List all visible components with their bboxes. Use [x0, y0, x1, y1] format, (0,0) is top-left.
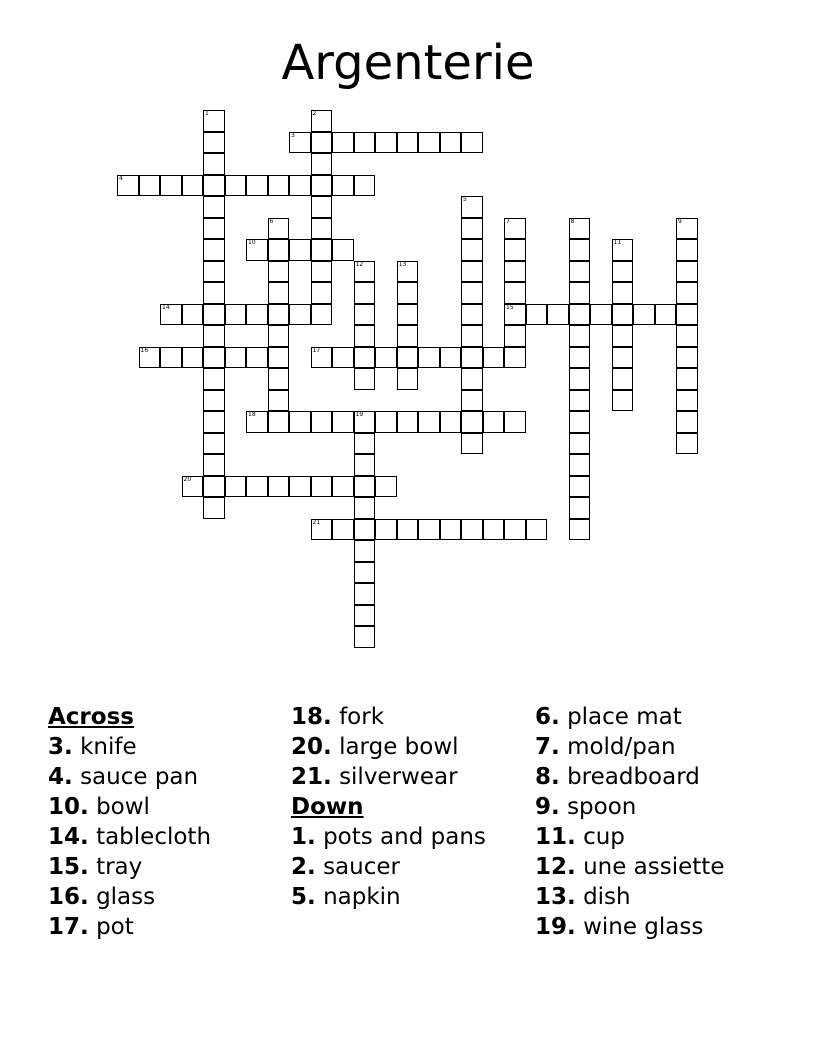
down-clue: [535, 732, 724, 762]
grid-cell[interactable]: [397, 132, 419, 154]
down-clue: [535, 822, 724, 852]
grid-cell[interactable]: [311, 175, 333, 197]
grid-cell[interactable]: [461, 196, 483, 218]
grid-cell[interactable]: [225, 476, 247, 498]
clue-text: pot: [96, 914, 134, 940]
grid-cell[interactable]: [504, 519, 526, 541]
grid-cell[interactable]: [418, 347, 440, 369]
grid-cell[interactable]: [332, 132, 354, 154]
grid-cell[interactable]: [225, 304, 247, 326]
grid-cell[interactable]: [483, 411, 505, 433]
down-clue: [291, 882, 486, 912]
grid-cell[interactable]: [547, 304, 569, 326]
grid-cell[interactable]: [354, 325, 376, 347]
grid-cell[interactable]: [311, 519, 333, 541]
clue-text: mold/pan: [567, 734, 676, 760]
grid-cell[interactable]: [268, 325, 290, 347]
grid-cell[interactable]: [203, 304, 225, 326]
clue-text: fork: [339, 704, 385, 730]
grid-cell[interactable]: [569, 476, 591, 498]
grid-cell[interactable]: [375, 347, 397, 369]
grid-cell[interactable]: [182, 175, 204, 197]
grid-cell[interactable]: [311, 153, 333, 175]
grid-cell[interactable]: [461, 519, 483, 541]
grid-cell[interactable]: [461, 132, 483, 154]
grid-cell[interactable]: [569, 347, 591, 369]
grid-cell[interactable]: [418, 132, 440, 154]
grid-cell[interactable]: [354, 519, 376, 541]
clue-column-3: [535, 702, 724, 942]
clue-text: wine glass: [583, 914, 704, 940]
clue-number: 1: [205, 110, 209, 117]
grid-cell[interactable]: [354, 583, 376, 605]
grid-cell[interactable]: [203, 454, 225, 476]
grid-cell[interactable]: [268, 239, 290, 261]
grid-cell[interactable]: [461, 347, 483, 369]
grid-cell[interactable]: [504, 239, 526, 261]
grid-cell[interactable]: [504, 304, 526, 326]
grid-cell[interactable]: [354, 540, 376, 562]
grid-cell[interactable]: [569, 261, 591, 283]
grid-cell[interactable]: [590, 304, 612, 326]
grid-cell[interactable]: [311, 476, 333, 498]
grid-cell[interactable]: [203, 368, 225, 390]
clue-text: glass: [96, 884, 156, 910]
grid-cell[interactable]: [311, 218, 333, 240]
clue-number-label: 17.: [48, 914, 89, 940]
clue-number-label: 10.: [48, 794, 89, 820]
clue-text: cup: [583, 824, 625, 850]
grid-cell[interactable]: [612, 347, 634, 369]
grid-cell[interactable]: [526, 304, 548, 326]
grid-cell[interactable]: [203, 497, 225, 519]
grid-cell[interactable]: [203, 390, 225, 412]
grid-cell[interactable]: [354, 132, 376, 154]
across-clue: [48, 792, 211, 822]
grid-cell[interactable]: [311, 196, 333, 218]
clue-number: 11: [613, 239, 622, 246]
grid-cell[interactable]: [375, 476, 397, 498]
grid-cell[interactable]: [203, 175, 225, 197]
grid-cell[interactable]: [268, 411, 290, 433]
clue-number: 4: [119, 174, 123, 182]
grid-cell[interactable]: [203, 411, 225, 433]
clue-text: place mat: [567, 704, 682, 730]
grid-cell[interactable]: [311, 282, 333, 304]
grid-cell[interactable]: [397, 368, 419, 390]
grid-cell[interactable]: [676, 282, 698, 304]
grid-cell[interactable]: [612, 239, 634, 261]
grid-cell[interactable]: [461, 282, 483, 304]
clue-number: 9: [678, 217, 682, 225]
down-clue: [291, 852, 486, 882]
clue-text: bowl: [96, 794, 150, 820]
across-clue: [291, 732, 486, 762]
grid-cell[interactable]: [268, 390, 290, 412]
grid-cell[interactable]: [268, 347, 290, 369]
grid-cell[interactable]: [354, 411, 376, 433]
grid-cell[interactable]: [160, 304, 182, 326]
grid-cell[interactable]: [483, 347, 505, 369]
grid-cell[interactable]: [612, 368, 634, 390]
grid-cell[interactable]: [139, 175, 161, 197]
grid-cell[interactable]: [203, 239, 225, 261]
across-clue: [48, 852, 211, 882]
grid-cell[interactable]: [375, 519, 397, 541]
grid-cell[interactable]: [397, 325, 419, 347]
clue-number-label: 11.: [535, 824, 576, 850]
grid-cell[interactable]: [354, 175, 376, 197]
across-clue: [48, 882, 211, 912]
grid-cell[interactable]: [289, 239, 311, 261]
grid-cell[interactable]: [676, 325, 698, 347]
clue-text: pots and pans: [323, 824, 486, 850]
clue-number: 8: [570, 217, 575, 225]
grid-cell[interactable]: [483, 519, 505, 541]
grid-cell[interactable]: [289, 411, 311, 433]
grid-cell[interactable]: [311, 347, 333, 369]
grid-cell[interactable]: [311, 239, 333, 261]
grid-cell[interactable]: [633, 304, 655, 326]
grid-cell[interactable]: [225, 175, 247, 197]
grid-cell[interactable]: [461, 368, 483, 390]
grid-cell[interactable]: [461, 390, 483, 412]
grid-cell[interactable]: [289, 175, 311, 197]
grid-cell[interactable]: [569, 325, 591, 347]
clue-number-label: 12.: [535, 854, 576, 880]
clue-number-label: 6.: [535, 704, 560, 730]
grid-cell[interactable]: [676, 347, 698, 369]
grid-cell[interactable]: [139, 347, 161, 369]
clue-text: une assiette: [583, 854, 725, 880]
grid-cell[interactable]: [504, 325, 526, 347]
grid-cell[interactable]: [440, 519, 462, 541]
grid-cell[interactable]: [569, 282, 591, 304]
grid-cell[interactable]: [268, 218, 290, 240]
grid-cell[interactable]: [354, 368, 376, 390]
grid-cell[interactable]: [397, 304, 419, 326]
clue-number: 21: [312, 518, 321, 526]
clue-text: silverwear: [339, 764, 458, 790]
clue-number: 18: [248, 411, 256, 418]
grid-cell[interactable]: [354, 261, 376, 283]
grid-cell[interactable]: [354, 562, 376, 584]
clue-number: 12: [355, 260, 364, 268]
grid-cell[interactable]: [246, 476, 268, 498]
grid-cell[interactable]: [354, 605, 376, 627]
grid-cell[interactable]: [332, 175, 354, 197]
clue-text: knife: [80, 734, 137, 760]
grid-cell[interactable]: [569, 390, 591, 412]
grid-cell[interactable]: [676, 218, 698, 240]
grid-cell[interactable]: [526, 519, 548, 541]
clue-number-label: 4.: [48, 764, 73, 790]
clue-number: 10: [248, 239, 256, 246]
grid-cell[interactable]: [182, 304, 204, 326]
grid-cell[interactable]: [246, 175, 268, 197]
grid-cell[interactable]: [569, 497, 591, 519]
clue-text: spoon: [567, 794, 637, 820]
clue-text: saucer: [323, 854, 400, 880]
clue-number: 2: [312, 110, 317, 117]
clue-number-label: 18.: [291, 704, 332, 730]
grid-cell[interactable]: [182, 476, 204, 498]
clue-number: 7: [506, 217, 510, 225]
clue-text: sauce pan: [80, 764, 199, 790]
clue-number-label: 21.: [291, 764, 332, 790]
grid-cell[interactable]: [504, 218, 526, 240]
grid-cell[interactable]: [612, 390, 634, 412]
clue-number-label: 3.: [48, 734, 73, 760]
grid-cell[interactable]: [569, 454, 591, 476]
down-clue: [535, 762, 724, 792]
grid-cell[interactable]: [332, 239, 354, 261]
grid-cell[interactable]: [268, 304, 290, 326]
grid-cell[interactable]: [569, 411, 591, 433]
across-clue: [48, 732, 211, 762]
clue-number: 16: [140, 346, 149, 354]
grid-cell[interactable]: [268, 175, 290, 197]
clue-number: 15: [506, 303, 514, 311]
grid-cell[interactable]: [203, 132, 225, 154]
clue-number-label: 8.: [535, 764, 560, 790]
grid-cell[interactable]: [461, 239, 483, 261]
grid-cell[interactable]: [203, 153, 225, 175]
grid-cell[interactable]: [203, 347, 225, 369]
grid-cell[interactable]: [332, 411, 354, 433]
clue-number-label: 2.: [291, 854, 316, 880]
clue-number-label: 20.: [291, 734, 332, 760]
down-clue: [535, 792, 724, 822]
grid-cell[interactable]: [397, 519, 419, 541]
grid-cell[interactable]: [117, 175, 139, 197]
grid-cell[interactable]: [332, 347, 354, 369]
puzzle-title: Argenterie: [281, 35, 535, 91]
clue-number: 19: [355, 411, 364, 418]
grid-cell[interactable]: [354, 282, 376, 304]
grid-cell[interactable]: [246, 239, 268, 261]
grid-cell[interactable]: [289, 304, 311, 326]
grid-cell[interactable]: [289, 132, 311, 154]
grid-cell[interactable]: [676, 239, 698, 261]
grid-cell[interactable]: [246, 411, 268, 433]
grid-cell[interactable]: [203, 261, 225, 283]
grid-cell[interactable]: [676, 368, 698, 390]
clue-text: napkin: [323, 884, 401, 910]
grid-cell[interactable]: [461, 411, 483, 433]
down-clue: [291, 822, 486, 852]
down-clue: [535, 702, 724, 732]
grid-cell[interactable]: [504, 411, 526, 433]
grid-cell[interactable]: [182, 347, 204, 369]
grid-cell[interactable]: [203, 476, 225, 498]
grid-cell[interactable]: [676, 433, 698, 455]
clue-number-label: 15.: [48, 854, 89, 880]
grid-cell[interactable]: [612, 325, 634, 347]
grid-cell[interactable]: [160, 347, 182, 369]
clue-number: 5: [463, 196, 467, 203]
grid-cell[interactable]: [612, 261, 634, 283]
grid-cell[interactable]: [311, 110, 333, 132]
grid-cell[interactable]: [203, 433, 225, 455]
across-clue: [291, 702, 486, 732]
clue-number-label: 7.: [535, 734, 560, 760]
grid-cell[interactable]: [311, 261, 333, 283]
clue-number-label: 14.: [48, 824, 89, 850]
grid-cell[interactable]: [332, 476, 354, 498]
grid-cell[interactable]: [504, 347, 526, 369]
grid-cell[interactable]: [225, 347, 247, 369]
grid-cell[interactable]: [203, 110, 225, 132]
grid-cell[interactable]: [311, 132, 333, 154]
grid-cell[interactable]: [676, 261, 698, 283]
grid-cell[interactable]: [440, 132, 462, 154]
grid-cell[interactable]: [655, 304, 677, 326]
grid-cell[interactable]: [504, 261, 526, 283]
clue-number-label: 19.: [535, 914, 576, 940]
grid-cell[interactable]: [418, 519, 440, 541]
clue-number: 17: [312, 346, 321, 354]
grid-cell[interactable]: [418, 411, 440, 433]
grid-cell[interactable]: [676, 390, 698, 412]
clue-number-label: 16.: [48, 884, 89, 910]
grid-cell[interactable]: [268, 476, 290, 498]
grid-cell[interactable]: [268, 282, 290, 304]
grid-cell[interactable]: [461, 304, 483, 326]
grid-cell[interactable]: [375, 132, 397, 154]
grid-cell[interactable]: [375, 411, 397, 433]
grid-cell[interactable]: [461, 433, 483, 455]
clue-text: tablecloth: [96, 824, 212, 850]
grid-cell[interactable]: [440, 347, 462, 369]
grid-cell[interactable]: [612, 282, 634, 304]
clue-column-2: [291, 702, 486, 912]
grid-cell[interactable]: [203, 218, 225, 240]
grid-cell[interactable]: [676, 411, 698, 433]
grid-cell[interactable]: [676, 304, 698, 326]
grid-cell[interactable]: [461, 218, 483, 240]
down-clue: [535, 882, 724, 912]
down-clue: [535, 852, 724, 882]
clue-number: 13: [398, 260, 407, 268]
grid-cell[interactable]: [569, 304, 591, 326]
grid-cell[interactable]: [354, 626, 376, 648]
grid-cell[interactable]: [612, 304, 634, 326]
clue-number-label: 9.: [535, 794, 560, 820]
grid-cell[interactable]: [203, 196, 225, 218]
grid-cell[interactable]: [504, 282, 526, 304]
clue-number-label: 13.: [535, 884, 576, 910]
grid-cell[interactable]: [397, 261, 419, 283]
grid-cell[interactable]: [354, 347, 376, 369]
grid-cell[interactable]: [569, 433, 591, 455]
clue-number-label: 1.: [291, 824, 316, 850]
grid-cell[interactable]: [569, 519, 591, 541]
grid-cell[interactable]: [268, 261, 290, 283]
clue-text: tray: [96, 854, 143, 880]
across-clue: [291, 762, 486, 792]
grid-cell[interactable]: [397, 347, 419, 369]
grid-cell[interactable]: [246, 347, 268, 369]
clue-text: dish: [583, 884, 631, 910]
grid-cell[interactable]: [354, 497, 376, 519]
grid-cell[interactable]: [354, 476, 376, 498]
clue-number: 6: [269, 217, 274, 225]
grid-cell[interactable]: [569, 218, 591, 240]
across-clue: [48, 822, 211, 852]
grid-cell[interactable]: [569, 368, 591, 390]
grid-cell[interactable]: [289, 476, 311, 498]
clue-text: large bowl: [339, 734, 459, 760]
clue-number: 3: [291, 131, 295, 139]
grid-cell[interactable]: [268, 368, 290, 390]
grid-cell[interactable]: [354, 454, 376, 476]
clue-number: 14: [162, 303, 170, 311]
grid-cell[interactable]: [354, 433, 376, 455]
down-clue: [535, 912, 724, 942]
across-clue: [48, 762, 211, 792]
grid-cell[interactable]: [397, 411, 419, 433]
clue-column-1: [48, 702, 211, 942]
grid-cell[interactable]: [461, 325, 483, 347]
grid-cell[interactable]: [203, 325, 225, 347]
grid-cell[interactable]: [440, 411, 462, 433]
grid-cell[interactable]: [354, 304, 376, 326]
grid-cell[interactable]: [311, 411, 333, 433]
clue-heading: Across: [48, 704, 134, 730]
grid-cell[interactable]: [461, 261, 483, 283]
grid-cell[interactable]: [160, 175, 182, 197]
clue-number-label: 5.: [291, 884, 316, 910]
clue-number: 20: [183, 475, 192, 483]
grid-cell[interactable]: [203, 282, 225, 304]
grid-cell[interactable]: [569, 239, 591, 261]
grid-cell[interactable]: [332, 519, 354, 541]
grid-cell[interactable]: [246, 304, 268, 326]
across-clue: [48, 912, 211, 942]
clue-text: breadboard: [567, 764, 700, 790]
grid-cell[interactable]: [311, 304, 333, 326]
clue-heading: Down: [291, 794, 364, 820]
grid-cell[interactable]: [397, 282, 419, 304]
